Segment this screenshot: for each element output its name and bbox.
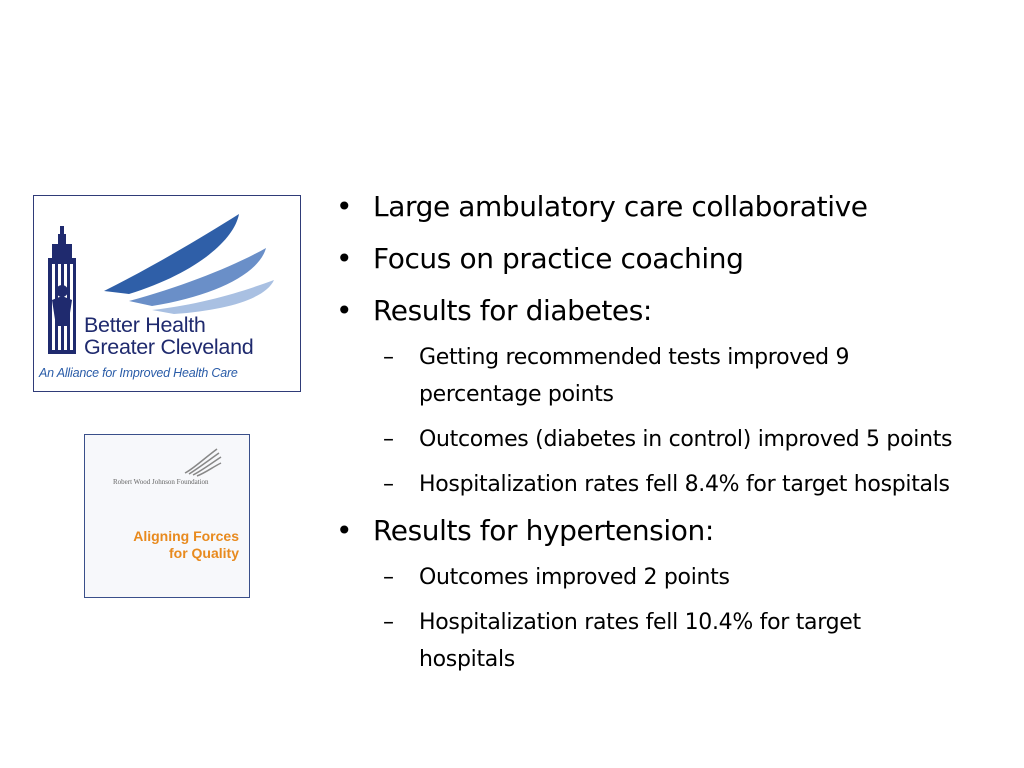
bullet-marker: • [336, 294, 353, 327]
sub-bullet-item [383, 604, 959, 678]
rwjf-foundation-text: Robert Wood Johnson Foundation [113, 478, 209, 486]
sub-bullet-item [383, 339, 959, 413]
bullet-marker: • [336, 190, 353, 223]
dash-marker: – [383, 427, 394, 452]
bhgc-line1: Better Health [84, 313, 206, 337]
sub-bullet-text: Hospitalization rates fell 8.4% for target hospitals [419, 472, 950, 497]
sub-bullet-text: Outcomes improved 2 points [419, 565, 730, 590]
bullet-list [336, 189, 996, 688]
bullet-text: Focus on practice coaching [373, 242, 744, 275]
bullet-text: Large ambulatory care collaborative [373, 190, 868, 223]
dash-marker: – [383, 610, 394, 635]
bullet-text: Results for diabetes: [373, 294, 652, 327]
bhgc-line2: Greater Cleveland [84, 335, 254, 359]
better-health-greater-cleveland-logo [33, 195, 301, 392]
bullet-item [336, 293, 996, 329]
bullet-item [336, 241, 996, 277]
cleveland-skyline-swoosh-icon [34, 196, 301, 392]
bullet-marker: • [336, 514, 353, 547]
dash-marker: – [383, 345, 394, 370]
bhgc-tagline: An Alliance for Improved Health Care [39, 366, 238, 380]
dash-marker: – [383, 565, 394, 590]
afq-line1: Aligning Forces [133, 528, 239, 544]
diabetes-sub-list [336, 339, 996, 503]
sub-bullet-text: Outcomes (diabetes in control) improved 5 points [419, 427, 953, 452]
bullet-item [336, 189, 996, 225]
afq-line2: for Quality [168, 545, 239, 561]
sub-bullet-text: Getting recommended tests improved 9 percentage points [419, 345, 850, 407]
bullet-marker: • [336, 242, 353, 275]
aligning-forces-for-quality-logo [84, 434, 250, 598]
dash-marker: – [383, 472, 394, 497]
sub-bullet-item [383, 466, 959, 503]
hypertension-sub-list [336, 559, 996, 678]
sub-bullet-text: Hospitalization rates fell 10.4% for target hospitals [419, 610, 861, 672]
sub-bullet-item [383, 421, 959, 458]
rwjf-bird-icon [183, 447, 223, 479]
bullet-item [336, 513, 996, 549]
sub-bullet-item [383, 559, 959, 596]
bullet-text: Results for hypertension: [373, 514, 714, 547]
